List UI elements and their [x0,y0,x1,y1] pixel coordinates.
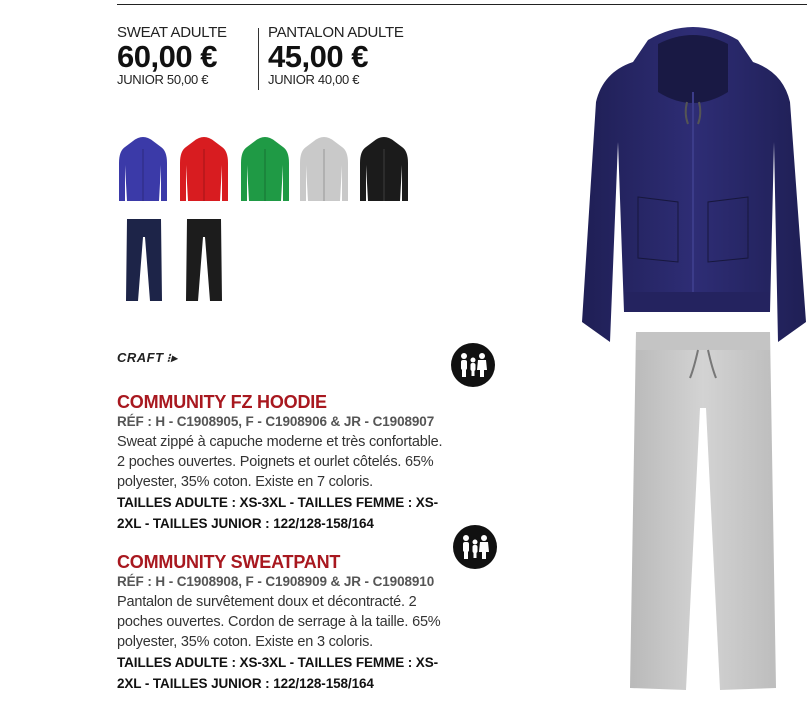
desc-line: poches ouvertes. Cordon de serrage à la taille. 65% [117,614,441,630]
hoodie-swatch-blue [117,135,169,205]
sweat-price: 60,00 € [117,39,217,74]
hoodie-swatch-grey [298,135,350,205]
pant-swatch-navy [124,217,164,305]
sizes-line: 2XL - TAILLES JUNIOR : 122/128-158/164 [117,676,374,691]
pant-swatch-black [184,217,224,305]
hoodie-swatch-green [239,135,291,205]
product-hoodie [117,392,527,534]
sweatpant-photo [628,328,778,698]
sweat-label: SWEAT ADULTE [117,24,227,41]
top-rule [117,4,807,5]
sizes-line: TAILLES ADULTE : XS-3XL - TAILLES FEMME : XS- [117,495,438,510]
product-ref: RÉF : H - C1908908, F - C1908909 & JR - C1908910 [117,574,435,589]
product-title: COMMUNITY FZ HOODIE [117,392,327,412]
brand-mark: ⁝▸ [166,351,178,365]
hoodie-swatch-red [178,135,230,205]
pantalon-price-block [268,24,404,87]
product-sweatpant [117,552,527,694]
craft-logo [117,350,177,365]
sizes-line: 2XL - TAILLES JUNIOR : 122/128-158/164 [117,516,374,531]
pantalon-junior-price: JUNIOR 40,00 € [268,72,360,87]
brand-text: CRAFT [117,350,164,365]
family-icon [451,343,495,387]
product-ref: RÉF : H - C1908905, F - C1908906 & JR - C1908907 [117,414,435,429]
desc-line: polyester, 35% coton. Existe en 7 coloris. [117,474,373,490]
hoodie-swatch-black [358,135,410,205]
product-title: COMMUNITY SWEATPANT [117,552,341,572]
sweat-price-block [117,24,227,87]
sizes-line: TAILLES ADULTE : XS-3XL - TAILLES FEMME : XS- [117,655,438,670]
pantalon-label: PANTALON ADULTE [268,24,404,41]
price-divider [258,28,259,90]
pantalon-price: 45,00 € [268,39,368,74]
hoodie-photo [578,22,807,347]
desc-line: 2 poches ouvertes. Poignets et ourlet côtelés. 65% [117,454,434,470]
desc-line: Sweat zippé à capuche moderne et très confortable. [117,434,443,450]
sweat-junior-price: JUNIOR 50,00 € [117,72,209,87]
desc-line: polyester, 35% coton. Existe en 3 coloris. [117,634,373,650]
desc-line: Pantalon de survêtement doux et décontracté. 2 [117,594,417,610]
